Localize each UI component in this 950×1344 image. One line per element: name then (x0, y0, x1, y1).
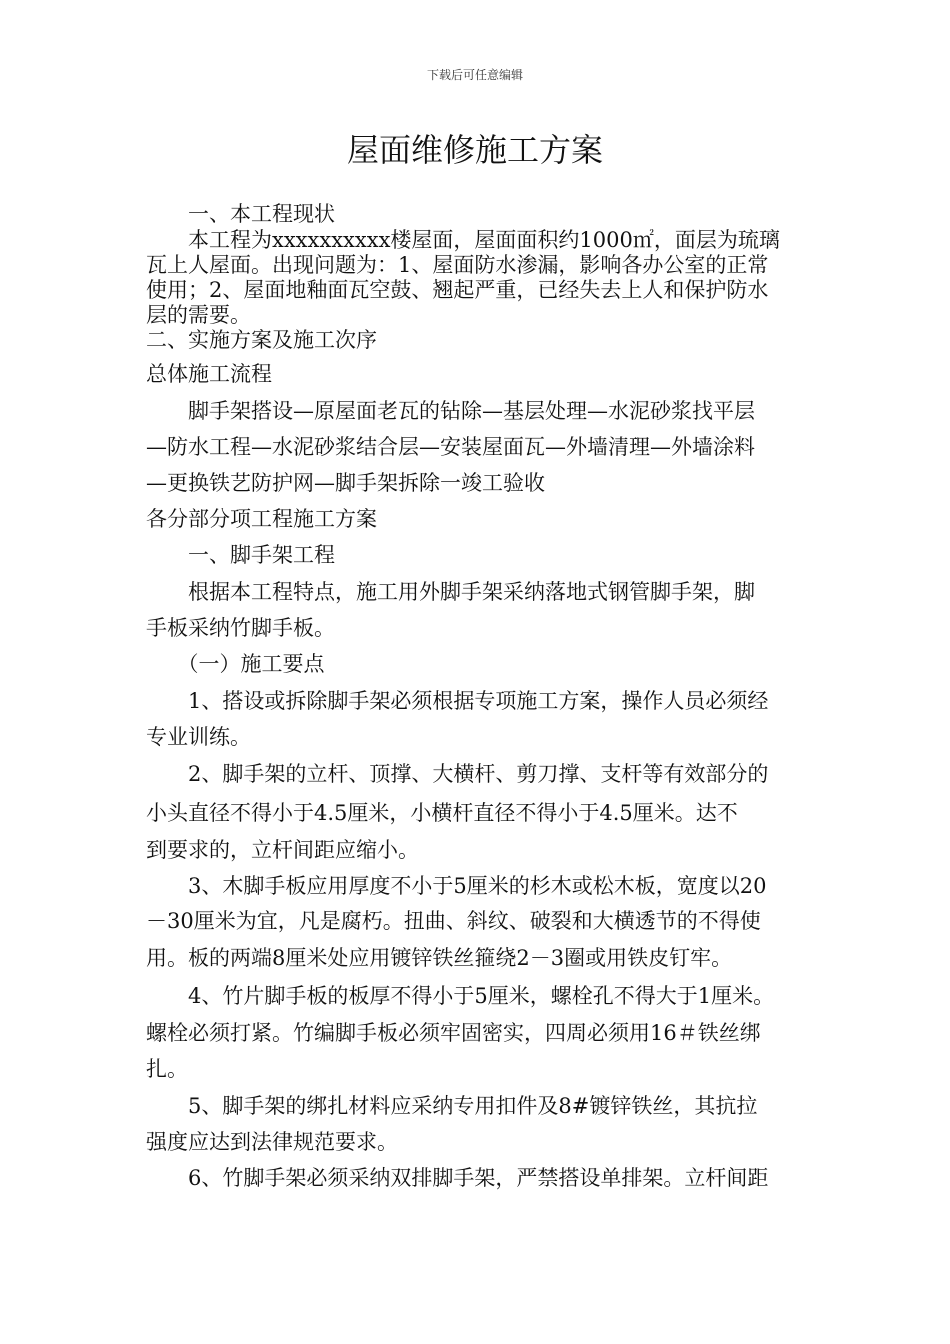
paragraph-line: 瓦上人屋面。出现问题为：1、屋面防水渗漏，影响各办公室的正常 (146, 253, 769, 277)
paragraph-line: —防水工程—水泥砂浆结合层—安装屋面瓦—外墙清理—外墙涂料 (146, 435, 755, 459)
paragraph-line: 5、脚手架的绑扎材料应采纳专用扣件及8#镀锌铁丝，其抗拉 (146, 1094, 758, 1118)
paragraph-line: －30厘米为宜，凡是腐朽。扭曲、斜纹、破裂和大横透节的不得使 (146, 909, 761, 933)
paragraph-line: 小头直径不得小于4.5厘米，小横杆直径不得小于4.5厘米。达不 (146, 801, 738, 825)
paragraph-line: 强度应达到法律规范要求。 (146, 1130, 398, 1154)
paragraph-line: 层的需要。 (146, 303, 251, 327)
paragraph-line: 一、本工程现状 (146, 202, 335, 226)
paragraph-line: 2、脚手架的立杆、顶撑、大横杆、剪刀撑、支杆等有效部分的 (146, 762, 769, 786)
paragraph-line: 4、竹片脚手板的板厚不得小于5厘米，螺栓孔不得大于1厘米。 (146, 984, 775, 1008)
paragraph-line: 本工程为xxxxxxxxxx楼屋面，屋面面积约1000㎡，面层为琉璃 (146, 228, 780, 252)
paragraph-line: 3、木脚手板应用厚度不小于5厘米的杉木或松木板，宽度以20 (146, 874, 767, 898)
paragraph-line: 用。板的两端8厘米处应用镀锌铁丝箍绕2－3圈或用铁皮钉牢。 (146, 946, 733, 970)
paragraph-line: 专业训练。 (146, 725, 251, 749)
paragraph-line: 1、搭设或拆除脚手架必须根据专项施工方案，操作人员必须经 (146, 689, 769, 713)
paragraph-line: —更换铁艺防护网—脚手架拆除一竣工验收 (146, 471, 545, 495)
paragraph-line: 螺栓必须打紧。竹编脚手板必须牢固密实，四周必须用16＃铁丝绑 (146, 1021, 761, 1045)
paragraph-line: 使用；2、屋面地釉面瓦空鼓、翘起严重，已经失去上人和保护防水 (146, 278, 769, 302)
paragraph-line: 脚手架搭设—原屋面老瓦的钻除—基层处理—水泥砂浆找平层 (146, 399, 755, 423)
page-header-note: 下载后可任意编辑 (426, 68, 523, 82)
section-heading: 总体施工流程 (146, 362, 272, 386)
section-heading: 一、脚手架工程 (146, 543, 335, 567)
paragraph-line: 根据本工程特点，施工用外脚手架采纳落地式钢管脚手架，脚 (146, 580, 755, 604)
section-heading: 各分部分项工程施工方案 (146, 507, 377, 531)
paragraph-line: 6、竹脚手架必须采纳双排脚手架，严禁搭设单排架。立杆间距 (146, 1166, 769, 1190)
section-heading: （一）施工要点 (146, 652, 325, 676)
paragraph-line: 扎。 (146, 1057, 188, 1081)
section-heading: 二、实施方案及施工次序 (146, 328, 377, 352)
paragraph-line: 到要求的，立杆间距应缩小。 (146, 838, 419, 862)
document-title: 屋面维修施工方案 (346, 131, 603, 169)
paragraph-line: 手板采纳竹脚手板。 (146, 616, 335, 640)
